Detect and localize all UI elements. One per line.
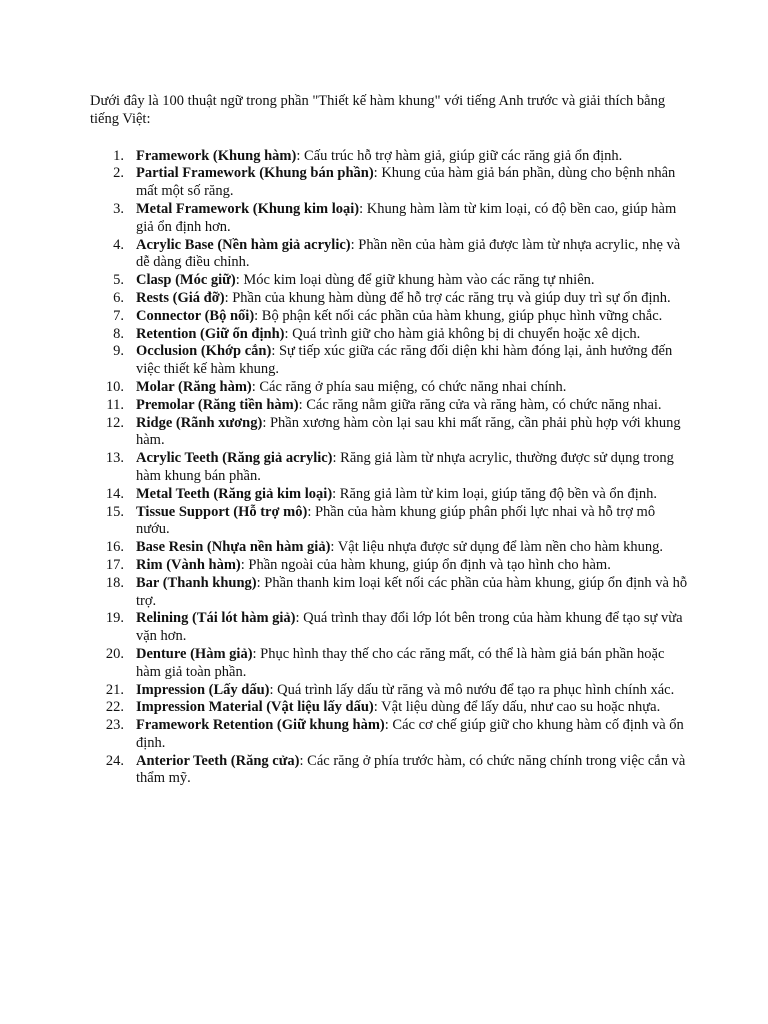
list-item-term: Ridge (Rãnh xương) — [136, 414, 263, 431]
list-item-term: Acrylic Base (Nền hàm giả acrylic) — [136, 236, 351, 253]
list-item-description: : Vật liệu nhựa được sử dụng để làm nền cho hàm khung. — [330, 539, 663, 556]
list-item-description: : Khung hàm làm từ kim loại, có độ bền cao, giúp hàm giả ổn định hơn. — [136, 200, 677, 235]
list-item-number: 22. — [105, 699, 124, 716]
list-item — [90, 753, 690, 789]
list-item — [90, 397, 690, 415]
list-item-number: 16. — [105, 539, 124, 556]
list-item — [90, 326, 690, 344]
intro-paragraph: Dưới đây là 100 thuật ngữ trong phần "Thiết kế hàm khung" với tiếng Anh trước và giải thích bằng tiếng Việt: — [90, 93, 666, 127]
list-item-number: 6. — [113, 289, 124, 306]
list-item-description: : Răng giả làm từ kim loại, giúp tăng độ bền và ổn định. — [332, 485, 657, 502]
list-item — [90, 237, 690, 273]
list-item — [90, 201, 690, 237]
list-item — [90, 682, 690, 700]
list-item — [90, 343, 690, 379]
list-item-term: Rim (Vành hàm) — [136, 556, 241, 573]
list-item-term: Framework Retention (Giữ khung hàm) — [136, 717, 385, 734]
list-item-description: : Phần thanh kim loại kết nối các phần của hàm khung, giúp ổn định và hỗ trợ. — [136, 574, 688, 609]
list-item-number: 18. — [105, 574, 124, 591]
list-item-number: 20. — [105, 645, 124, 662]
list-item-term: Connector (Bộ nối) — [136, 307, 255, 324]
list-item-number: 8. — [113, 325, 124, 342]
list-item-number: 23. — [105, 717, 124, 734]
list-item-term: Occlusion (Khớp cắn) — [136, 343, 272, 360]
list-item-term: Denture (Hàm giả) — [136, 645, 253, 662]
list-item-description: : Các cơ chế giúp giữ cho khung hàm cố định và ổn định. — [136, 717, 684, 751]
list-item-number: 9. — [113, 343, 124, 360]
list-item-term: Bar (Thanh khung) — [136, 574, 257, 591]
list-item-description: : Sự tiếp xúc giữa các răng đối diện khi hàm đóng lại, ảnh hưởng đến việc thiết kế hàm khung. — [136, 343, 673, 378]
list-item — [90, 699, 690, 717]
list-item-term: Framework (Khung hàm) — [136, 147, 297, 164]
list-item — [90, 415, 690, 451]
list-item-number: 14. — [105, 485, 124, 502]
list-item-description: : Các răng nằm giữa răng cửa và răng hàm, có chức năng nhai. — [298, 396, 662, 413]
list-item-description: : Cấu trúc hỗ trợ hàm giả, giúp giữ các răng giả ổn định. — [296, 147, 623, 164]
list-item-term: Molar (Răng hàm) — [136, 378, 252, 395]
list-item-number: 15. — [105, 503, 124, 520]
list-item-term: Metal Teeth (Răng giả kim loại) — [136, 485, 333, 502]
list-item-term: Retention (Giữ ổn định) — [136, 325, 285, 342]
list-item — [90, 308, 690, 326]
list-item-description: : Quá trình giữ cho hàm giả không bị di chuyển hoặc xê dịch. — [284, 325, 641, 342]
list-item-term: Acrylic Teeth (Răng giả acrylic) — [136, 450, 333, 467]
list-item-description: : Răng giả làm từ nhựa acrylic, thường được sử dụng trong hàm khung bán phần. — [136, 450, 674, 484]
list-item-description: : Bộ phận kết nối các phần của hàm khung, giúp phục hình vững chắc. — [254, 307, 663, 324]
list-item-term: Relining (Tái lót hàm giả) — [136, 610, 296, 627]
list-item-description: : Phần của hàm khung giúp phân phối lực nhai và hỗ trợ mô nướu. — [136, 503, 656, 538]
list-item-number: 11. — [106, 396, 124, 413]
list-item — [90, 379, 690, 397]
list-item-description: : Quá trình lấy dấu từ răng và mô nướu để tạo ra phục hình chính xác. — [269, 681, 675, 698]
list-item-term: Rests (Giá đỡ) — [136, 289, 225, 306]
list-item-description: : Quá trình thay đổi lớp lót bên trong của hàm khung để tạo sự vừa vặn hơn. — [136, 610, 683, 645]
list-item-number: 21. — [105, 681, 124, 698]
list-item-number: 17. — [105, 556, 124, 573]
list-item — [90, 450, 690, 486]
list-item — [90, 539, 690, 557]
list-item-number: 2. — [113, 165, 124, 182]
list-item-number: 3. — [113, 200, 124, 217]
list-item-number: 24. — [105, 752, 124, 769]
list-item — [90, 557, 690, 575]
list-item-term: Tissue Support (Hỗ trợ mô) — [136, 503, 308, 520]
list-item-description: : Phần xương hàm còn lại sau khi mất răng, cần phải phù hợp với khung hàm. — [136, 414, 681, 449]
list-item-term: Anterior Teeth (Răng cửa) — [136, 752, 300, 769]
list-item-description: : Vật liệu dùng để lấy dấu, như cao su hoặc nhựa. — [373, 699, 661, 716]
list-item-number: 19. — [105, 610, 124, 627]
list-item — [90, 575, 690, 611]
list-item — [90, 504, 690, 540]
list-item-term: Impression (Lấy dấu) — [136, 681, 270, 698]
list-item-number: 4. — [113, 236, 124, 253]
list-item-term: Premolar (Răng tiền hàm) — [136, 396, 299, 413]
list-item-description: : Các răng ở phía trước hàm, có chức năng chính trong việc cắn và thẩm mỹ. — [136, 752, 686, 787]
list-item — [90, 290, 690, 308]
list-item-term: Partial Framework (Khung bán phần) — [136, 165, 374, 182]
terms-list — [90, 148, 690, 789]
list-item-number: 1. — [113, 147, 124, 164]
list-item-number: 12. — [105, 414, 124, 431]
list-item — [90, 165, 690, 201]
list-item-number: 13. — [105, 450, 124, 467]
list-item-description: : Các răng ở phía sau miệng, có chức năng nhai chính. — [251, 378, 567, 395]
list-item-description: : Phần của khung hàm dùng để hỗ trợ các răng trụ và giúp duy trì sự ổn định. — [224, 289, 671, 306]
list-item-number: 7. — [113, 307, 124, 324]
list-item-description: : Phần ngoài của hàm khung, giúp ổn định và tạo hình cho hàm. — [240, 556, 611, 573]
list-item-description: : Móc kim loại dùng để giữ khung hàm vào các răng tự nhiên. — [235, 272, 595, 289]
list-item — [90, 148, 690, 166]
list-item — [90, 272, 690, 290]
list-item — [90, 486, 690, 504]
list-item-number: 5. — [113, 272, 124, 289]
list-item-number: 10. — [105, 378, 124, 395]
list-item — [90, 646, 690, 682]
list-item-description: : Phục hình thay thế cho các răng mất, có thể là hàm giả bán phần hoặc hàm giả toàn phần. — [136, 645, 665, 680]
list-item-term: Base Resin (Nhựa nền hàm giả) — [136, 539, 331, 556]
document-page — [90, 93, 690, 788]
list-item — [90, 610, 690, 646]
list-item-description: : Phần nền của hàm giả được làm từ nhựa acrylic, nhẹ và dễ dàng điều chỉnh. — [136, 236, 681, 271]
list-item-description: : Khung của hàm giả bán phần, dùng cho bệnh nhân mất một số răng. — [136, 165, 676, 200]
list-item-term: Impression Material (Vật liệu lấy dấu) — [136, 699, 374, 716]
list-item — [90, 717, 690, 753]
list-item-term: Metal Framework (Khung kim loại) — [136, 200, 360, 217]
list-item-term: Clasp (Móc giữ) — [136, 272, 236, 289]
